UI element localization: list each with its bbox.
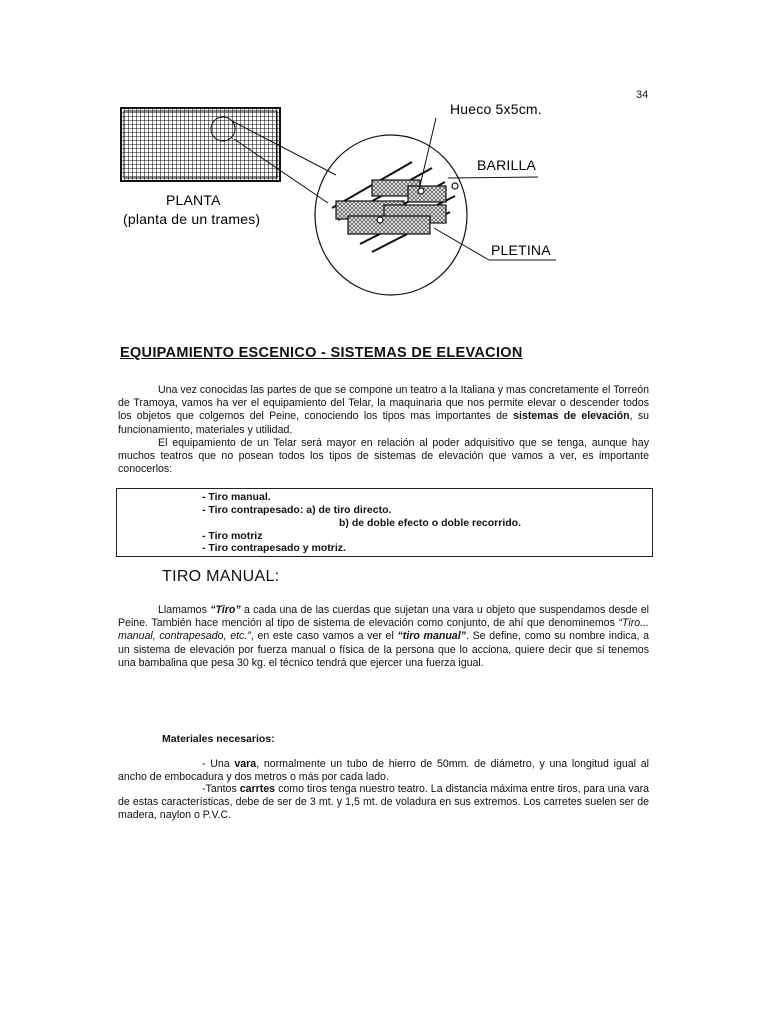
bar-callout-line — [448, 177, 538, 178]
manual-paragraph — [118, 604, 649, 670]
manual-text-c: , en este caso vamos a ver el — [250, 630, 398, 643]
hole-callout-line — [419, 118, 436, 190]
intro-text-a: Una vez conocidas las partes de que se compone un teatro a la Italiana y mas concretamente el Torreón de Tramoya, vamos ha ver el equipamiento del Telar, la maquinaria que nos permite elevar o descender todos los objetos que colgemos del Peine, conociendo los tipos mas importantes de — [118, 384, 649, 423]
hole-label: Hueco 5x5cm. — [450, 101, 542, 117]
materials-paragraph-2 — [118, 783, 649, 823]
systems-list-box — [116, 488, 653, 557]
intro-paragraph-1 — [118, 384, 649, 437]
list-item-motor: - Tiro motriz — [202, 530, 263, 542]
plate-label: PLETINA — [491, 242, 551, 258]
intro-bold-term: sistemas de elevación — [513, 410, 630, 423]
manual-examples: “Tiro... manual, contrapesado, etc.” — [118, 617, 649, 643]
list-item-manual: - Tiro manual. — [202, 491, 271, 503]
materials-text-b: , normalmente un tubo de hierro de 50mm. de diámetro, y una longitud igual al ancho de embocadura y dos metros o más por cada lado. — [118, 758, 649, 784]
materials-text-c: -Tantos — [202, 783, 240, 795]
bar-label: BARILLA — [477, 157, 536, 173]
manual-term-tiro-manual: “tiro manual” — [397, 630, 466, 643]
manual-text-d: . Se define, como su nombre indica, a un sistema de elevación por fuerza manual o física de la persona que lo acciona, quiere decir que si tenemos una bambalina que pesa 30 kg. el técnico tendrá que ejercer una fuerza igual. — [118, 630, 649, 669]
materials-paragraph-1 — [118, 758, 649, 784]
plate-callout-line — [434, 228, 489, 260]
manual-text-b: a cada una de las cuerdas que sujetan una vara u objeto que suspendamos desde el Peine. También hace mención al tipo de sistema de elevación como conjunto, de ahí que denominemos — [118, 604, 650, 630]
section-heading: EQUIPAMIENTO ESCENICO - SISTEMAS DE ELEVACION — [120, 345, 523, 361]
materials-bold-carretes: carrtes — [239, 783, 276, 795]
materials-bold-vara: vara — [234, 758, 257, 770]
materials-heading: Materiales necesarios: — [162, 733, 275, 745]
materials-text-d: como tiros tenga nuestro teatro. La distancia máxima entre tiros, para una vara de estas características, debe de ser de 3 mt. y 1,5 mt. de voladura en sus extremos. Los carretes suelen ser de madera, naylon o P.V.C. — [118, 783, 649, 822]
plan-label: PLANTA — [166, 192, 221, 208]
detail-bars — [332, 162, 458, 252]
grid-iron-diagram — [0, 0, 768, 330]
plan-grid — [121, 108, 280, 181]
manual-heading: TIRO MANUAL: — [162, 568, 280, 585]
list-item-counterweight: - Tiro contrapesado: a) de tiro directo. — [202, 504, 392, 516]
list-item-counterweight-motor: - Tiro contrapesado y motriz. — [202, 542, 346, 554]
list-item-counterweight-b: b) de doble efecto o doble recorrido. — [339, 517, 522, 529]
intro-text-b: , su funcionamiento, materiales y utilidad. — [118, 410, 650, 436]
manual-term-tiro: “Tiro” — [210, 604, 241, 616]
plan-sublabel: (planta de un trames) — [123, 211, 261, 227]
page-number: 34 — [636, 89, 649, 101]
intro-paragraph-2: El equipamiento de un Telar será mayor en relación al poder adquisitivo que se tenga, aunque hay muchos teatros que no posean todos los tipos de sistemas de elevación que vamos a ver, es importante conocerlos: — [118, 437, 649, 476]
materials-text-a: - Una — [202, 758, 235, 770]
manual-text-a: Llamamos — [158, 604, 211, 616]
